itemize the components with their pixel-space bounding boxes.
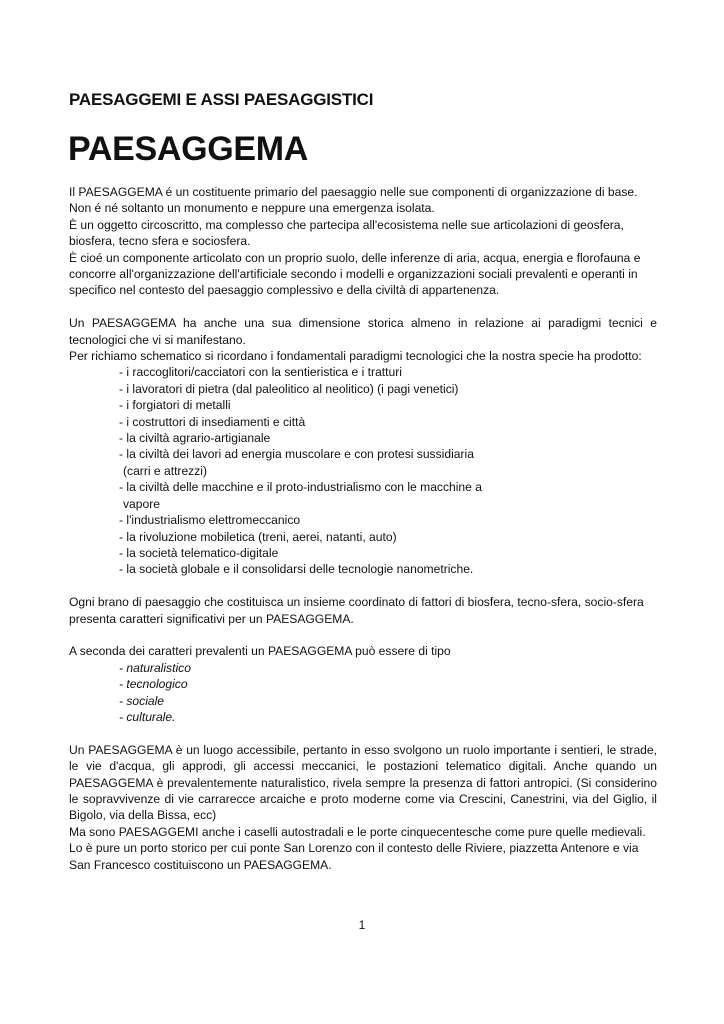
intro-line-1: Il PAESAGGEMA é un costituente primario del paesaggio nelle sue componenti di organizzazione di base. [69,185,638,199]
final-paragraph-1: Un PAESAGGEMA è un luogo accessibile, pertanto in esso svolgono un ruolo importante i sentieri, le strade, le vie d'acqua, gli approdi, gli accessi meccanici, le postazioni telematico digitali. Anche quando un PAESAGGEMA è prevalentemente naturalistico, rivela sempre la presenza di fattori antropici. (Si considerino le sopravvivenze di vie carrarecce arcaiche e proto moderne come via Crescini, Canestrini, via del Giglio, il Bigolo, via della Bissa, ecc) [69,742,657,823]
page-title: PAESAGGEMA [68,130,309,168]
list-item: - i raccoglitori/cacciatori con la sentieristica e i tratturi [119,365,402,380]
types-list [69,660,657,726]
section-heading: PAESAGGEMI E ASSI PAESAGGISTICI [69,90,374,109]
final-paragraph-3: Lo è pure un porto storico per cui ponte San Lorenzo con il contesto delle Riviere, piazzetta Antenore e via San Francesco costituiscono un PAESAGGEMA. [69,841,639,872]
list-item: - sociale [119,693,165,708]
paradigms-intro: Per richiamo schematico si ricordano i fondamentali paradigmi tecnologici che la nostra specie ha prodotto: [69,349,642,364]
list-item: - i forgiatori di metalli [119,398,231,413]
document-body [69,184,657,873]
list-item: vapore [123,496,160,511]
intro-line-3: È un oggetto circoscritto, ma complesso che partecipa all'ecosistema nelle sue articolazioni di geosfera, biosfera, tecno sfera e sociosfera. [69,217,624,249]
list-item: - i costruttori di insediamenti e città [119,414,306,429]
list-item: - la rivoluzione mobiletica (treni, aerei, natanti, auto) [119,529,397,544]
list-item: - naturalistico [119,660,191,675]
paradigms-list [69,364,657,577]
types-intro: A seconda dei caratteri prevalenti un PAESAGGEMA può essere di tipo [69,644,451,659]
intro-line-2: Non é né soltanto un monumento e neppure una emergenza isolata. [69,201,435,216]
list-item: - la società globale e il consolidarsi delle tecnologie nanometriche. [119,562,474,577]
list-item: - tecnologico [119,677,188,692]
list-item: - i lavoratori di pietra (dal paleolitico al neolitico) (i pagi venetici) [119,381,459,396]
list-item: (carri e attrezzi) [123,463,207,478]
historic-paragraph: Un PAESAGGEMA ha anche una sua dimensione storica almeno in relazione ai paradigmi tecnici e tecnologici che vi si manifestano. [69,316,657,347]
list-item: - la società telematico-digitale [119,545,279,560]
final-paragraph-2: Ma sono PAESAGGEMI anche i caselli autostradali e le porte cinquecentesche come pure quelle medievali. [69,824,646,839]
list-item: - culturale. [119,709,176,724]
list-item: - la civiltà delle macchine e il proto-industrialismo con le macchine a [119,480,482,495]
intro-line-4: È cioé un componente articolato con un proprio suolo, delle inferenze di aria, acqua, energia e florofauna e concorre all'organizzazione dell'artificiale secondo i modelli e organizzazioni sociali prevalenti e operanti in specifico nel contesto del paesaggio complessivo e della civiltà di appartenenza. [69,250,641,298]
brano-paragraph: Ogni brano di paesaggio che costituisca un insieme coordinato di fattori di biosfera, tecno-sfera, socio-sfera presenta caratteri significativi per un PAESAGGEMA. [69,595,644,626]
list-item: - la civiltà agrario-artigianale [119,431,271,446]
page-number: 1 [358,918,366,932]
list-item: - l'industrialismo elettromeccanico [119,513,301,528]
list-item: - la civiltà dei lavori ad energia muscolare e con protesi sussidiaria [119,447,474,462]
